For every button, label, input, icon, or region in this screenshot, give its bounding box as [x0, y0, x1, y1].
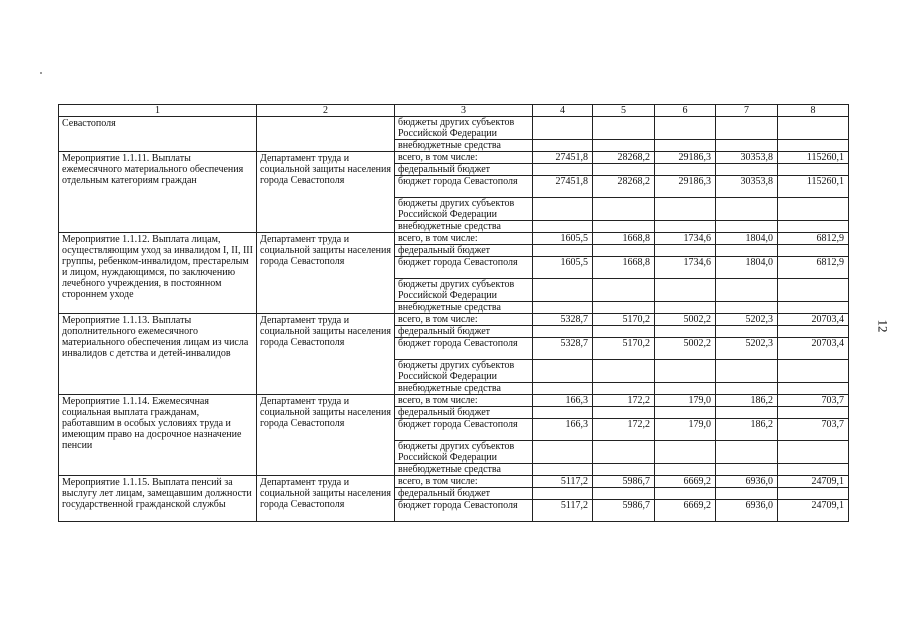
- funding-source: федеральный бюджет: [395, 488, 533, 500]
- value-cell: 20703,4: [778, 338, 849, 360]
- value-cell: 30353,8: [716, 176, 778, 198]
- value-cell: [655, 198, 716, 221]
- value-cell: 1605,5: [533, 257, 593, 279]
- value-cell: [716, 441, 778, 464]
- value-cell: [655, 383, 716, 395]
- value-cell: [716, 407, 778, 419]
- value-cell: 5202,3: [716, 314, 778, 326]
- funding-source: всего, в том числе:: [395, 233, 533, 245]
- value-cell: [655, 441, 716, 464]
- value-cell: 5002,2: [655, 338, 716, 360]
- funding-source: бюджет города Севастополя: [395, 500, 533, 522]
- value-cell: 1668,8: [593, 257, 655, 279]
- funding-source: федеральный бюджет: [395, 164, 533, 176]
- value-cell: 5170,2: [593, 338, 655, 360]
- column-header: 7: [716, 105, 778, 117]
- value-cell: 703,7: [778, 419, 849, 441]
- value-cell: 27451,8: [533, 152, 593, 164]
- measure-name: Севастополя: [59, 117, 257, 152]
- funding-source: внебюджетные средства: [395, 140, 533, 152]
- table-row: [59, 117, 849, 140]
- value-cell: [533, 326, 593, 338]
- value-cell: [593, 164, 655, 176]
- column-header: 6: [655, 105, 716, 117]
- value-cell: 166,3: [533, 395, 593, 407]
- funding-source: федеральный бюджет: [395, 245, 533, 257]
- value-cell: [533, 383, 593, 395]
- value-cell: [778, 407, 849, 419]
- value-cell: [533, 302, 593, 314]
- value-cell: 1668,8: [593, 233, 655, 245]
- value-cell: [533, 221, 593, 233]
- value-cell: [778, 302, 849, 314]
- value-cell: [593, 140, 655, 152]
- department-cell: Департамент труда и социальной защиты населения города Севастополя: [257, 476, 395, 522]
- value-cell: [533, 279, 593, 302]
- value-cell: 115260,1: [778, 176, 849, 198]
- scan-speck: [40, 72, 42, 74]
- value-cell: [655, 140, 716, 152]
- value-cell: [716, 383, 778, 395]
- funding-source: всего, в том числе:: [395, 395, 533, 407]
- funding-source: бюджеты других субъектов Российской Федерации: [395, 117, 533, 140]
- value-cell: [655, 464, 716, 476]
- measure-name: Мероприятие 1.1.14. Ежемесячная социальная выплата гражданам, работавшим в особых условиях труда и имеющим право на досрочное назначение пенсии: [59, 395, 257, 476]
- measure-name: Мероприятие 1.1.12. Выплата лицам, осуществляющим уход за инвалидом I, II, III группы, ребенком-инвалидом, престарелым и лицом, нуждающимся, по заключению лечебного учреждения, в постоянном стороннем уходе: [59, 233, 257, 314]
- value-cell: 6669,2: [655, 500, 716, 522]
- value-cell: [716, 117, 778, 140]
- value-cell: [593, 279, 655, 302]
- funding-source: федеральный бюджет: [395, 407, 533, 419]
- value-cell: 186,2: [716, 419, 778, 441]
- value-cell: [593, 221, 655, 233]
- value-cell: 5117,2: [533, 500, 593, 522]
- funding-table: [58, 104, 849, 522]
- value-cell: 5002,2: [655, 314, 716, 326]
- funding-source: всего, в том числе:: [395, 476, 533, 488]
- value-cell: 30353,8: [716, 152, 778, 164]
- value-cell: 1605,5: [533, 233, 593, 245]
- value-cell: [716, 198, 778, 221]
- value-cell: 179,0: [655, 395, 716, 407]
- value-cell: [716, 221, 778, 233]
- value-cell: 24709,1: [778, 500, 849, 522]
- column-header: 4: [533, 105, 593, 117]
- table-row: [59, 233, 849, 245]
- value-cell: 172,2: [593, 395, 655, 407]
- value-cell: [778, 198, 849, 221]
- funding-source: бюджет города Севастополя: [395, 257, 533, 279]
- value-cell: 703,7: [778, 395, 849, 407]
- value-cell: [778, 464, 849, 476]
- value-cell: 1734,6: [655, 233, 716, 245]
- value-cell: 1804,0: [716, 257, 778, 279]
- value-cell: [655, 407, 716, 419]
- funding-source: бюджеты других субъектов Российской Федерации: [395, 360, 533, 383]
- value-cell: 20703,4: [778, 314, 849, 326]
- value-cell: [593, 326, 655, 338]
- funding-source: всего, в том числе:: [395, 314, 533, 326]
- table-row: [59, 152, 849, 164]
- value-cell: [655, 302, 716, 314]
- value-cell: [533, 441, 593, 464]
- value-cell: [778, 245, 849, 257]
- value-cell: 29186,3: [655, 176, 716, 198]
- funding-source: внебюджетные средства: [395, 302, 533, 314]
- value-cell: 6936,0: [716, 476, 778, 488]
- value-cell: [716, 302, 778, 314]
- value-cell: 5117,2: [533, 476, 593, 488]
- value-cell: [593, 441, 655, 464]
- value-cell: [593, 117, 655, 140]
- value-cell: 6669,2: [655, 476, 716, 488]
- value-cell: [655, 360, 716, 383]
- funding-source: внебюджетные средства: [395, 221, 533, 233]
- table-row: [59, 314, 849, 326]
- funding-source: внебюджетные средства: [395, 464, 533, 476]
- value-cell: [533, 464, 593, 476]
- value-cell: [778, 488, 849, 500]
- column-header: 1: [59, 105, 257, 117]
- value-cell: [593, 488, 655, 500]
- value-cell: 28268,2: [593, 176, 655, 198]
- value-cell: 6812,9: [778, 233, 849, 245]
- column-header-row: [59, 105, 849, 117]
- funding-source: бюджеты других субъектов Российской Федерации: [395, 279, 533, 302]
- value-cell: [593, 383, 655, 395]
- value-cell: [593, 464, 655, 476]
- table-row: [59, 476, 849, 488]
- column-header: 8: [778, 105, 849, 117]
- value-cell: [716, 360, 778, 383]
- value-cell: [533, 140, 593, 152]
- value-cell: [778, 441, 849, 464]
- value-cell: 5202,3: [716, 338, 778, 360]
- measure-name: Мероприятие 1.1.11. Выплаты ежемесячного материального обеспечения отдельным категориям граждан: [59, 152, 257, 233]
- value-cell: 1804,0: [716, 233, 778, 245]
- column-header: 2: [257, 105, 395, 117]
- value-cell: [778, 326, 849, 338]
- value-cell: [533, 117, 593, 140]
- value-cell: [655, 279, 716, 302]
- department-cell: Департамент труда и социальной защиты населения города Севастополя: [257, 233, 395, 314]
- measure-name: Мероприятие 1.1.15. Выплата пенсий за выслугу лет лицам, замещавшим должности государственной гражданской службы: [59, 476, 257, 522]
- value-cell: 115260,1: [778, 152, 849, 164]
- value-cell: 6936,0: [716, 500, 778, 522]
- value-cell: [778, 221, 849, 233]
- value-cell: [778, 117, 849, 140]
- department-cell: Департамент труда и социальной защиты населения города Севастополя: [257, 314, 395, 395]
- value-cell: [655, 245, 716, 257]
- value-cell: [533, 360, 593, 383]
- value-cell: 172,2: [593, 419, 655, 441]
- value-cell: [593, 360, 655, 383]
- value-cell: 5170,2: [593, 314, 655, 326]
- value-cell: [778, 140, 849, 152]
- funding-source: бюджет города Севастополя: [395, 419, 533, 441]
- value-cell: 5986,7: [593, 476, 655, 488]
- page-number: 12: [875, 319, 891, 333]
- value-cell: [778, 383, 849, 395]
- value-cell: [655, 164, 716, 176]
- value-cell: [655, 488, 716, 500]
- funding-source: бюджет города Севастополя: [395, 338, 533, 360]
- value-cell: [778, 360, 849, 383]
- value-cell: [533, 198, 593, 221]
- value-cell: [716, 488, 778, 500]
- value-cell: [716, 464, 778, 476]
- value-cell: 5986,7: [593, 500, 655, 522]
- value-cell: 24709,1: [778, 476, 849, 488]
- value-cell: [655, 117, 716, 140]
- value-cell: [533, 245, 593, 257]
- funding-source: бюджет города Севастополя: [395, 176, 533, 198]
- value-cell: 6812,9: [778, 257, 849, 279]
- table-row: [59, 395, 849, 407]
- value-cell: [655, 221, 716, 233]
- value-cell: [716, 245, 778, 257]
- value-cell: 1734,6: [655, 257, 716, 279]
- value-cell: 28268,2: [593, 152, 655, 164]
- value-cell: [593, 245, 655, 257]
- value-cell: [716, 164, 778, 176]
- funding-source: всего, в том числе:: [395, 152, 533, 164]
- value-cell: [778, 164, 849, 176]
- value-cell: 179,0: [655, 419, 716, 441]
- column-header: 5: [593, 105, 655, 117]
- funding-source: внебюджетные средства: [395, 383, 533, 395]
- value-cell: [533, 488, 593, 500]
- value-cell: [655, 326, 716, 338]
- department-cell: [257, 117, 395, 152]
- measure-name: Мероприятие 1.1.13. Выплаты дополнительного ежемесячного материального обеспечения лицам из числа инвалидов с детства и детей-инвалидов: [59, 314, 257, 395]
- funding-source: бюджеты других субъектов Российской Федерации: [395, 441, 533, 464]
- value-cell: 5328,7: [533, 314, 593, 326]
- value-cell: [533, 164, 593, 176]
- value-cell: [593, 407, 655, 419]
- value-cell: [716, 326, 778, 338]
- value-cell: [716, 140, 778, 152]
- value-cell: [778, 279, 849, 302]
- value-cell: [716, 279, 778, 302]
- value-cell: [593, 198, 655, 221]
- funding-source: федеральный бюджет: [395, 326, 533, 338]
- value-cell: 29186,3: [655, 152, 716, 164]
- value-cell: [533, 407, 593, 419]
- funding-source: бюджеты других субъектов Российской Федерации: [395, 198, 533, 221]
- value-cell: 166,3: [533, 419, 593, 441]
- department-cell: Департамент труда и социальной защиты населения города Севастополя: [257, 152, 395, 233]
- department-cell: Департамент труда и социальной защиты населения города Севастополя: [257, 395, 395, 476]
- value-cell: 27451,8: [533, 176, 593, 198]
- value-cell: 5328,7: [533, 338, 593, 360]
- value-cell: 186,2: [716, 395, 778, 407]
- column-header: 3: [395, 105, 533, 117]
- value-cell: [593, 302, 655, 314]
